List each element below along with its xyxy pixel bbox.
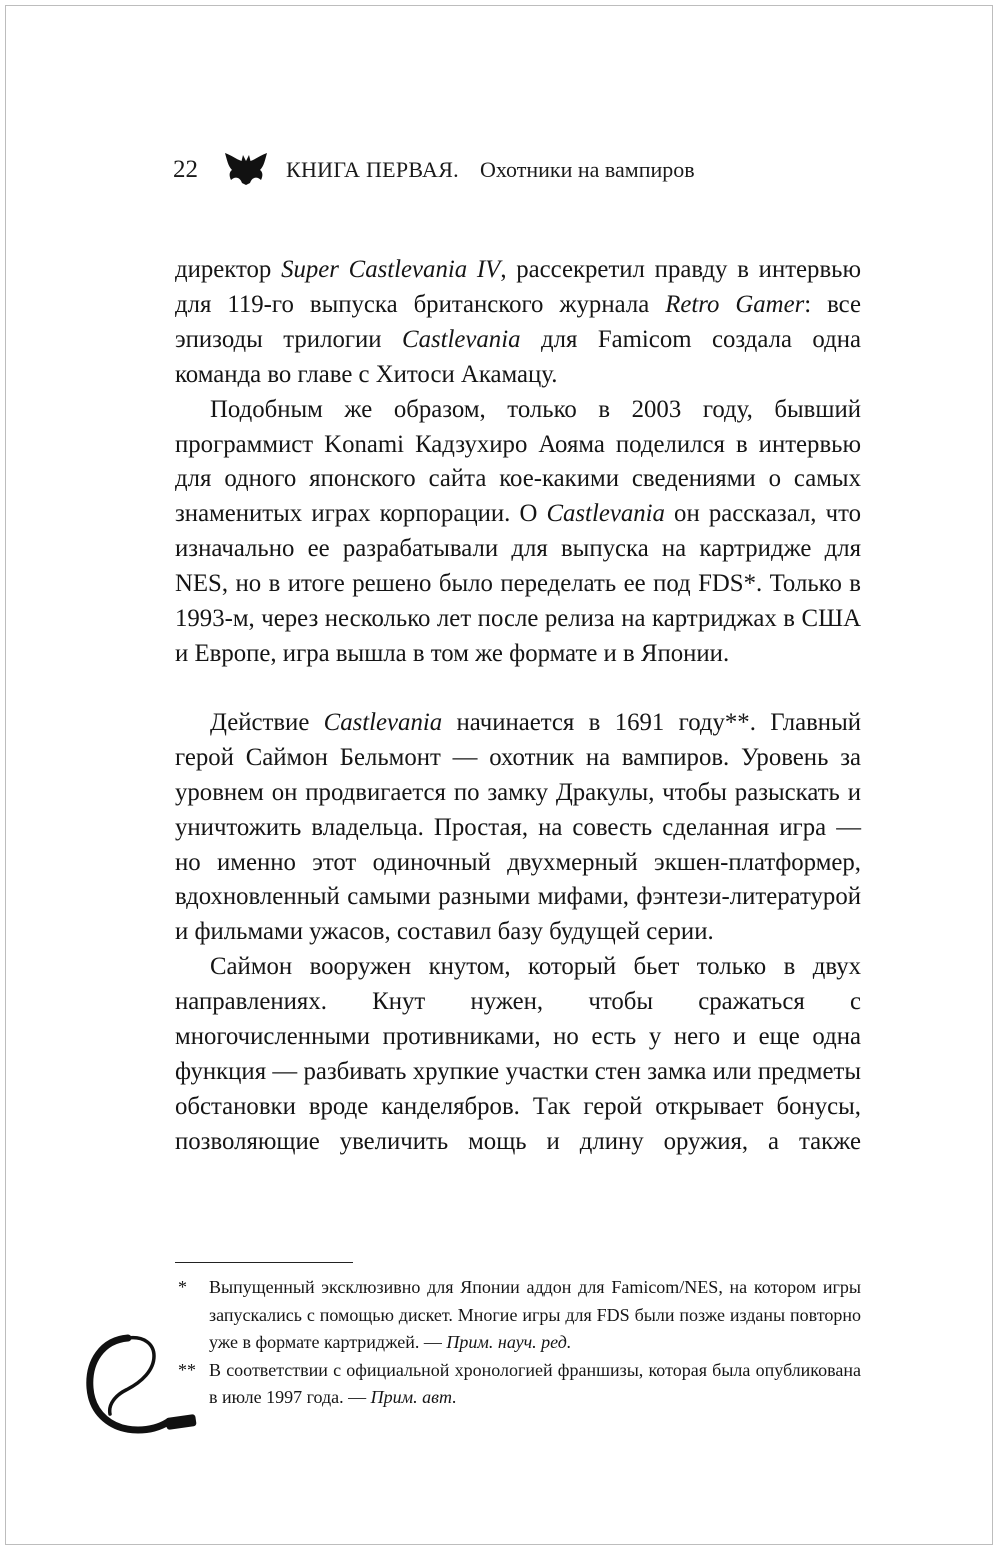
- text-run: начинается в 1691 году**. Главный герой Саймон Бельмонт — охотник на вампиров. Уровень за уровнем он продвигается по замку Дракулы, чтобы разыскать и уничтожить владельца. Простая, на совесть сделанная игра — но именно этот одиночный двухмерный экшен-платформер, вдохновленный самыми разными мифами, фэнтези-литературой и фильмами ужасов, составил базу будущей серии.: [175, 708, 861, 946]
- italic-title: Castlevania: [402, 325, 521, 353]
- whip-icon: [82, 1330, 202, 1442]
- bat-icon: [223, 152, 269, 186]
- book-subtitle: Охотники на вампиров: [480, 157, 695, 182]
- footnote-text: Выпущенный эксклюзивно для Японии аддон для Famicom/NES, на котором игры запускались с помощью дискет. Многие игры для FDS были позже изданы повторно уже в формате картриджей. —: [209, 1277, 861, 1352]
- footnote-divider: [175, 1262, 353, 1263]
- italic-title: Retro Gamer: [665, 290, 805, 318]
- italic-title: Super Castlevania IV: [281, 256, 501, 283]
- text-run: он рассказал, что изначально ее разрабатывали для выпуска на картридже для NES, но в итоге решено было переделать ее под FDS*. Только в 1993-м, через несколько лет после релиза на картриджах в США и Европе, игра вышла в том же формате и в Японии.: [175, 500, 861, 667]
- footnote-mark: *: [178, 1277, 187, 1297]
- paragraph-2: [175, 393, 861, 672]
- text-run: Саймон вооружен кнутом, который бьет только в двух направлениях. Кнут нужен, чтобы сражаться с многочисленными противниками, но есть у него и еще одна функция — разбивать хрупкие участки стен замка или предметы обстановки вроде канделябров. Так герой открывает бонусы, позволяющие увеличить мощь и длину оружия, а также: [175, 953, 861, 1155]
- text-run: директор: [175, 256, 282, 283]
- footnote-2: [175, 1357, 861, 1412]
- footnote-attribution: Прим. науч. ред.: [446, 1332, 572, 1352]
- footnote-mark: **: [178, 1359, 196, 1380]
- paragraph-3: [175, 706, 861, 950]
- text-run: Действие: [210, 708, 324, 736]
- paragraph-4: [175, 950, 861, 1159]
- text-run: для Famicom создала одна команда во главе с Хитоси Акамацу.: [175, 325, 861, 388]
- footnotes: [175, 1274, 861, 1412]
- footnote-attribution: Прим. авт.: [370, 1387, 457, 1407]
- footnote-text: В соответствии с официальной хронологией франшизы, которая была опубликована в июле 1997 года. —: [209, 1359, 861, 1407]
- book-title: КНИГА ПЕРВАЯ.: [286, 157, 459, 182]
- main-text: [175, 253, 861, 1160]
- text-run: : все эпизоды трилогии: [175, 290, 861, 353]
- running-header: [173, 150, 873, 190]
- footnote-1: [175, 1274, 861, 1357]
- paragraph-1: [175, 253, 861, 393]
- italic-title: Castlevania: [323, 708, 443, 736]
- page-number: 22: [173, 156, 198, 183]
- italic-title: Castlevania: [546, 500, 665, 528]
- text-run: Подобным же образом, только в 2003 году, бывший программист Konami Кадзухиро Аояма поделился в интервью для одного японского сайта кое-какими сведениями о самых знаменитых играх корпорации. О: [175, 395, 861, 528]
- text-run: , рассекретил правду в интервью для 119-го выпуска британского журнала: [175, 256, 861, 318]
